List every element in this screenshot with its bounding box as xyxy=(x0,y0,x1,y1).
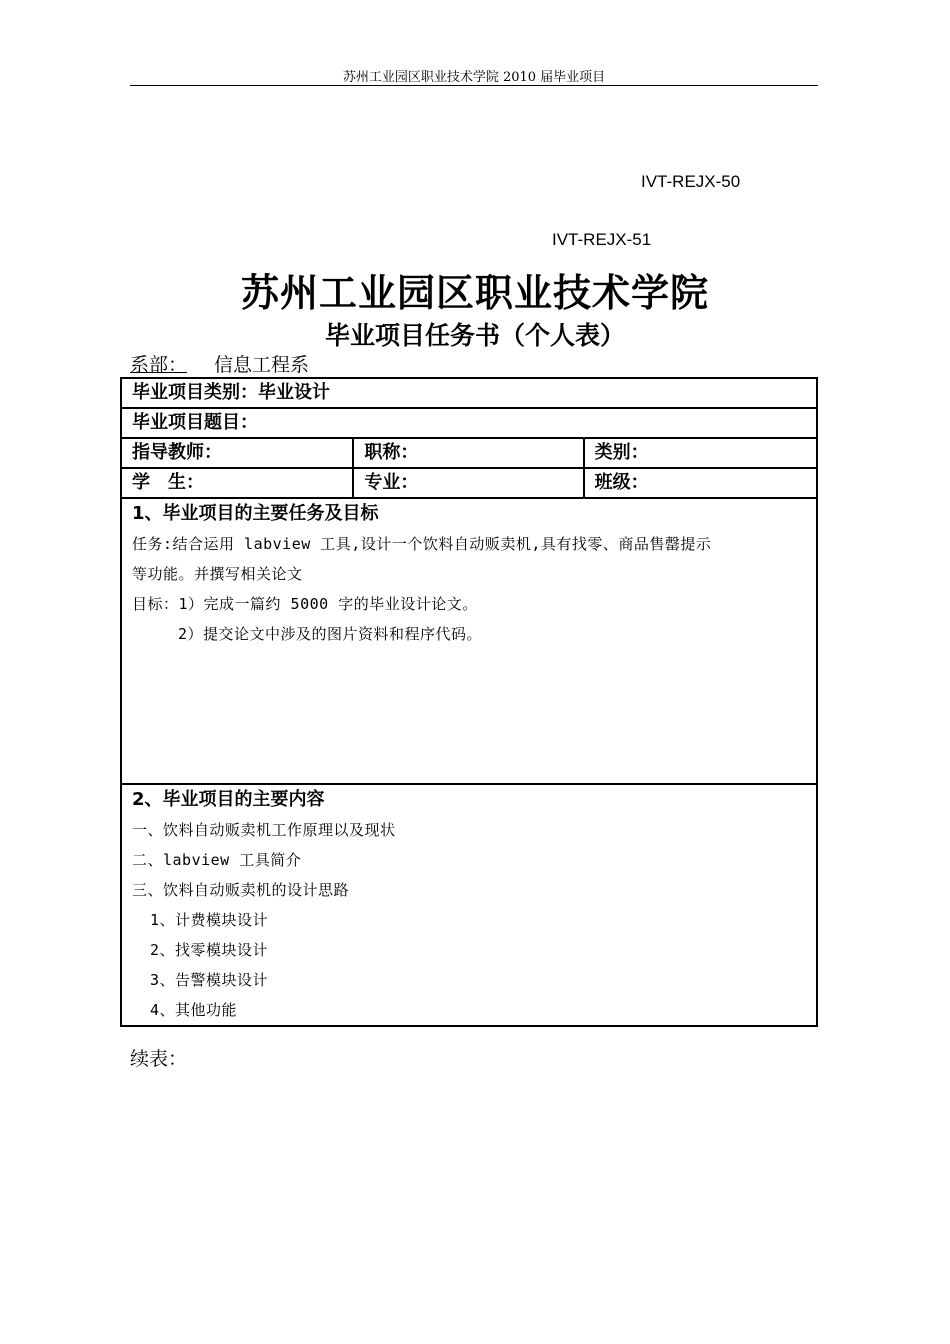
contents-subitem: 2、找零模块设计 xyxy=(150,941,269,959)
goals-line: 2）提交论文中涉及的图片资料和程序代码。 xyxy=(178,625,483,643)
student-cell: 学 生： xyxy=(121,468,353,498)
document-title: 苏州工业园区职业技术学院 xyxy=(240,271,709,315)
advisor-cell: 指导教师： xyxy=(121,438,353,468)
department-value: 信息工程系 xyxy=(214,354,310,376)
page-header: 苏州工业园区职业技术学院 2010 届毕业项目 xyxy=(342,70,606,85)
task-form-table xyxy=(120,377,818,1027)
tasks-section-title: 1、毕业项目的主要任务及目标 xyxy=(132,503,379,524)
department-line xyxy=(130,350,309,377)
project-topic-cell: 毕业项目题目： xyxy=(121,408,817,438)
contents-subitem: 4、其他功能 xyxy=(150,1001,238,1019)
contents-section-title: 2、毕业项目的主要内容 xyxy=(132,789,325,810)
tasks-line: 等功能。并撰写相关论文 xyxy=(132,565,303,583)
tasks-section xyxy=(121,498,817,784)
contents-subitem: 1、计费模块设计 xyxy=(150,911,269,929)
form-code-50: IVT-REJX-50 xyxy=(641,172,741,191)
continued-label: 续表： xyxy=(130,1048,188,1070)
contents-item: 三、饮料自动贩卖机的设计思路 xyxy=(132,881,350,899)
tasks-line: 任务:结合运用 labview 工具,设计一个饮料自动贩卖机,具有找零、商品售罄提示 xyxy=(132,535,712,553)
rank-cell: 职称： xyxy=(353,438,583,468)
class-cell: 班级： xyxy=(584,468,817,498)
form-code-51: IVT-REJX-51 xyxy=(552,230,652,249)
department-label: 系部： xyxy=(130,354,188,376)
goals-line: 目标：1）完成一篇约 5000 字的毕业设计论文。 xyxy=(132,595,478,613)
contents-item: 一、饮料自动贩卖机工作原理以及现状 xyxy=(132,821,396,839)
document-subtitle: 毕业项目任务书（个人表） xyxy=(324,321,625,350)
contents-item: 二、labview 工具简介 xyxy=(132,851,302,869)
project-category-cell: 毕业项目类别：毕业设计 xyxy=(121,378,817,408)
major-cell: 专业： xyxy=(353,468,583,498)
contents-subitem: 3、告警模块设计 xyxy=(150,971,269,989)
contents-section xyxy=(121,784,817,1026)
type-cell: 类别： xyxy=(584,438,817,468)
header-divider xyxy=(130,85,818,86)
